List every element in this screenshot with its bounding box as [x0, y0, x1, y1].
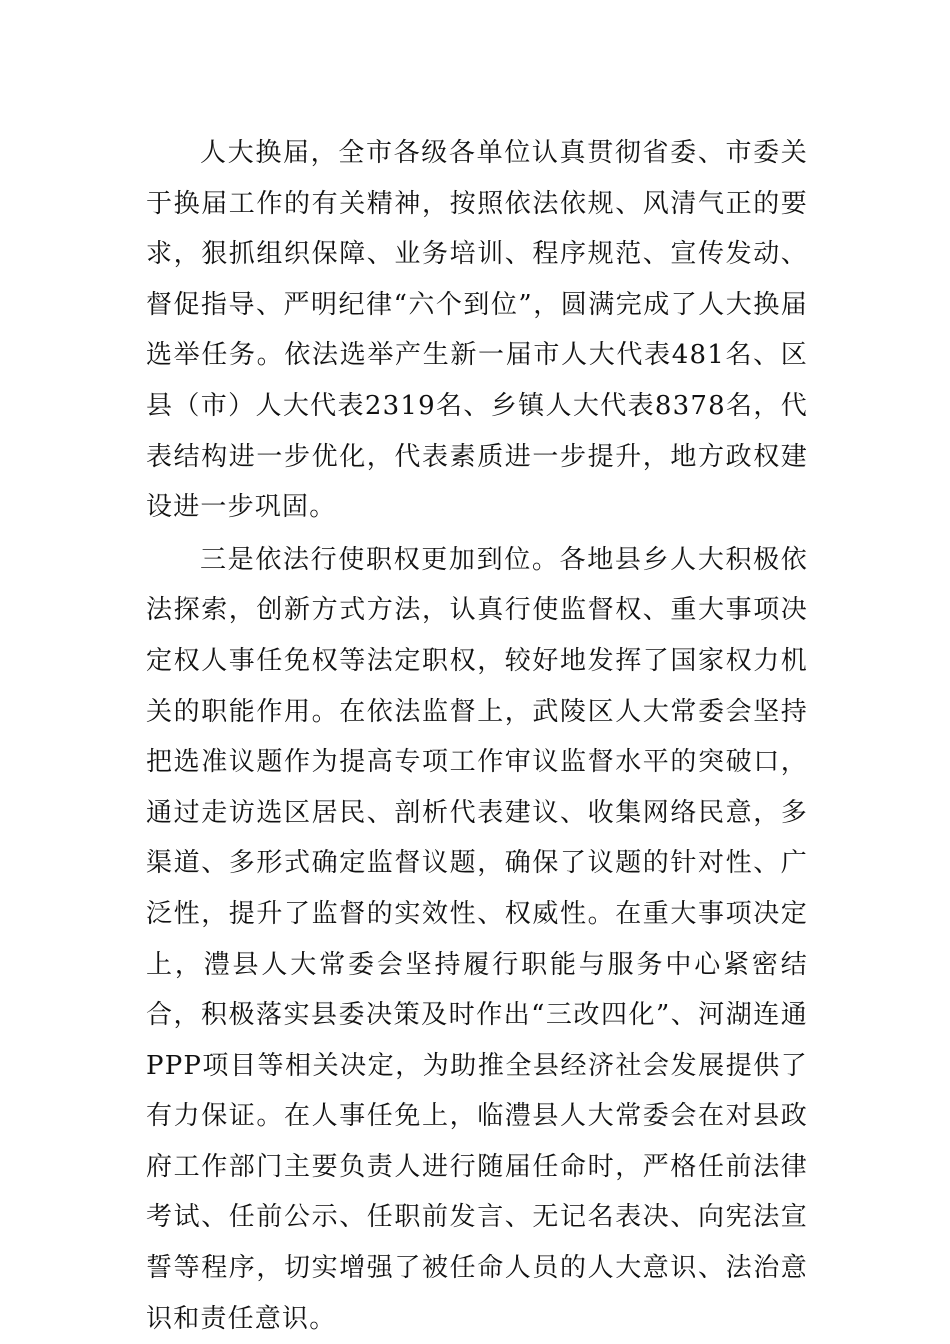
- document-body: [146, 128, 808, 1344]
- paragraph-exercise-of-powers: 三是依法行使职权更加到位。各地县乡人大积极依法探索，创新方式方法，认真行使监督权、重大事项决定权人事任免权等法定职权，较好地发挥了国家权力机关的职能作用。在依法监督上，武陵区人大常委会坚持把选准议题作为提高专项工作审议监督水平的突破口，通过走访选区居民、剖析代表建议、收集网络民意，多渠道、多形式确定监督议题，确保了议题的针对性、广泛性，提升了监督的实效性、权威性。在重大事项决定上，澧县人大常委会坚持履行职能与服务中心紧密结合，积极落实县委决策及时作出“三改四化”、河湖连通PPP项目等相关决定，为助推全县经济社会发展提供了有力保证。在人事任免上，临澧县人大常委会在对县政府工作部门主要负责人进行随届任命时，严格任前法律考试、任前公示、任职前发言、无记名表决、向宪法宣誓等程序，切实增强了被任命人员的人大意识、法治意识和责任意识。: [146, 544, 808, 1334]
- paragraph-election-results: 人大换届，全市各级各单位认真贯彻省委、市委关于换届工作的有关精神，按照依法依规、风清气正的要求，狠抓组织保障、业务培训、程序规范、宣传发动、督促指导、严明纪律“六个到位”，圆满完成了人大换届选举任务。依法选举产生新一届市人大代表481名、区县（市）人大代表2319名、乡镇人大代表8378名，代表结构进一步优化，代表素质进一步提升，地方政权建设进一步巩固。: [146, 138, 808, 523]
